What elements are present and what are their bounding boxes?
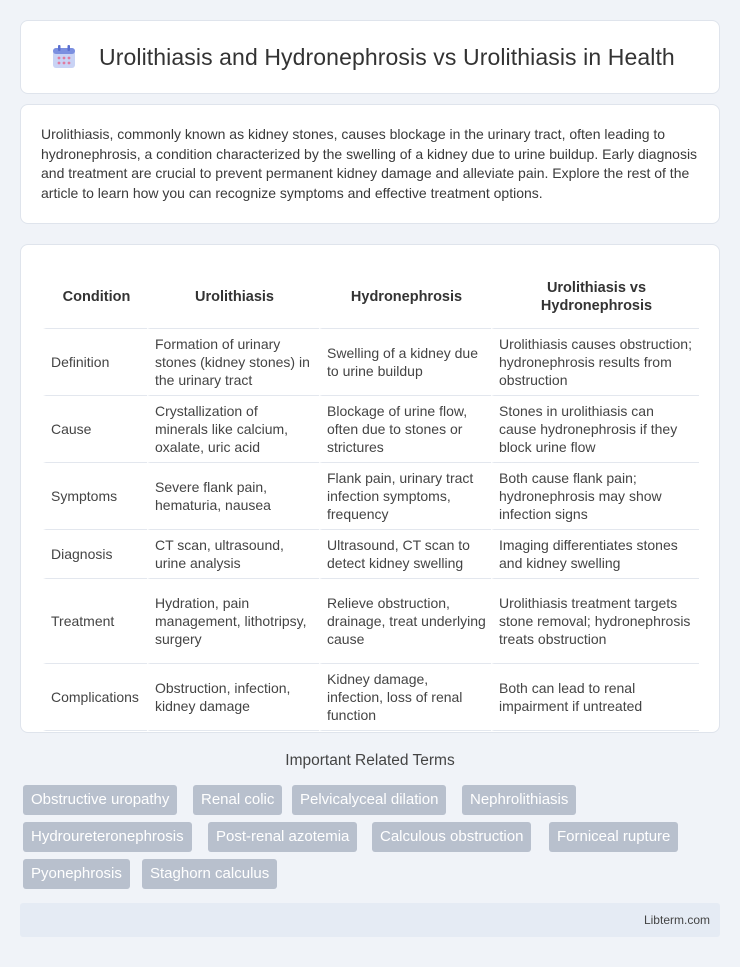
footer-link[interactable]: Libterm.com	[643, 913, 710, 927]
row-label: Definition	[43, 329, 147, 396]
term-tag[interactable]: Forniceal rupture	[549, 822, 678, 852]
table-cell: Imaging differentiates stones and kidney swelling	[491, 530, 699, 579]
term-tag[interactable]: Calculous obstruction	[372, 822, 531, 852]
table-row	[43, 329, 699, 396]
table-cell: Kidney damage, infection, loss of renal function	[319, 664, 491, 731]
table-cell: Swelling of a kidney due to urine buildup	[319, 329, 491, 396]
row-label: Cause	[43, 396, 147, 463]
term-tag[interactable]: Renal colic	[193, 785, 282, 815]
page-title: Urolithiasis and Hydronephrosis vs Urolithiasis in Health	[99, 43, 675, 70]
term-tag[interactable]: Hydroureteronephrosis	[23, 822, 192, 852]
table-cell: Stones in urolithiasis can cause hydronephrosis if they block urine flow	[491, 396, 699, 463]
related-terms-title: Important Related Terms	[285, 752, 455, 769]
table-row	[43, 664, 699, 731]
column-header: Hydronephrosis	[319, 265, 491, 329]
intro-card	[20, 104, 720, 224]
table-cell: Obstruction, infection, kidney damage	[147, 664, 319, 731]
column-header: Condition	[43, 265, 147, 329]
table-cell: Flank pain, urinary tract infection symptoms, frequency	[319, 463, 491, 530]
row-label: Symptoms	[43, 463, 147, 530]
table-header-row	[43, 265, 699, 329]
intro-text: Urolithiasis, commonly known as kidney stones, causes blockage in the urinary tract, often leading to hydronephrosis, a condition characterized by the swelling of a kidney due to urine buildup. Early diagnosis and treatment are crucial to prevent permanent kidney damage and alleviate pain. Explore the rest of the article to learn how you can recognize symptoms and effective treatment options.	[41, 126, 698, 201]
column-header: Urolithiasis vs Hydronephrosis	[491, 265, 699, 329]
term-tag[interactable]: Pyonephrosis	[23, 859, 130, 889]
row-label: Complications	[43, 664, 147, 731]
row-label: Diagnosis	[43, 530, 147, 579]
table-row	[43, 579, 699, 664]
table-row	[43, 463, 699, 530]
footer	[20, 903, 720, 937]
table-cell: Blockage of urine flow, often due to stones or strictures	[319, 396, 491, 463]
table-cell: Urolithiasis treatment targets stone removal; hydronephrosis treats obstruction	[491, 579, 699, 664]
row-label: Treatment	[43, 579, 147, 664]
comparison-table	[43, 265, 699, 731]
term-tag[interactable]: Staghorn calculus	[142, 859, 277, 889]
table-cell: Both can lead to renal impairment if untreated	[491, 664, 699, 731]
table-cell: CT scan, ultrasound, urine analysis	[147, 530, 319, 579]
calendar-icon	[51, 44, 77, 70]
comparison-table-card	[20, 244, 720, 733]
column-header: Urolithiasis	[147, 265, 319, 329]
table-cell: Hydration, pain management, lithotripsy, surgery	[147, 579, 319, 664]
table-row	[43, 530, 699, 579]
table-cell: Severe flank pain, hematuria, nausea	[147, 463, 319, 530]
table-cell: Formation of urinary stones (kidney stones) in the urinary tract	[147, 329, 319, 396]
table-cell: Urolithiasis causes obstruction; hydronephrosis results from obstruction	[491, 329, 699, 396]
table-cell: Ultrasound, CT scan to detect kidney swelling	[319, 530, 491, 579]
term-tag[interactable]: Nephrolithiasis	[462, 785, 576, 815]
table-cell: Relieve obstruction, drainage, treat underlying cause	[319, 579, 491, 664]
table-cell: Both cause flank pain; hydronephrosis may show infection signs	[491, 463, 699, 530]
table-cell: Crystallization of minerals like calcium, oxalate, uric acid	[147, 396, 319, 463]
term-tag[interactable]: Obstructive uropathy	[23, 785, 177, 815]
header-card	[20, 20, 720, 94]
table-row	[43, 396, 699, 463]
term-tag[interactable]: Post-renal azotemia	[208, 822, 357, 852]
term-tag[interactable]: Pelvicalyceal dilation	[292, 785, 446, 815]
